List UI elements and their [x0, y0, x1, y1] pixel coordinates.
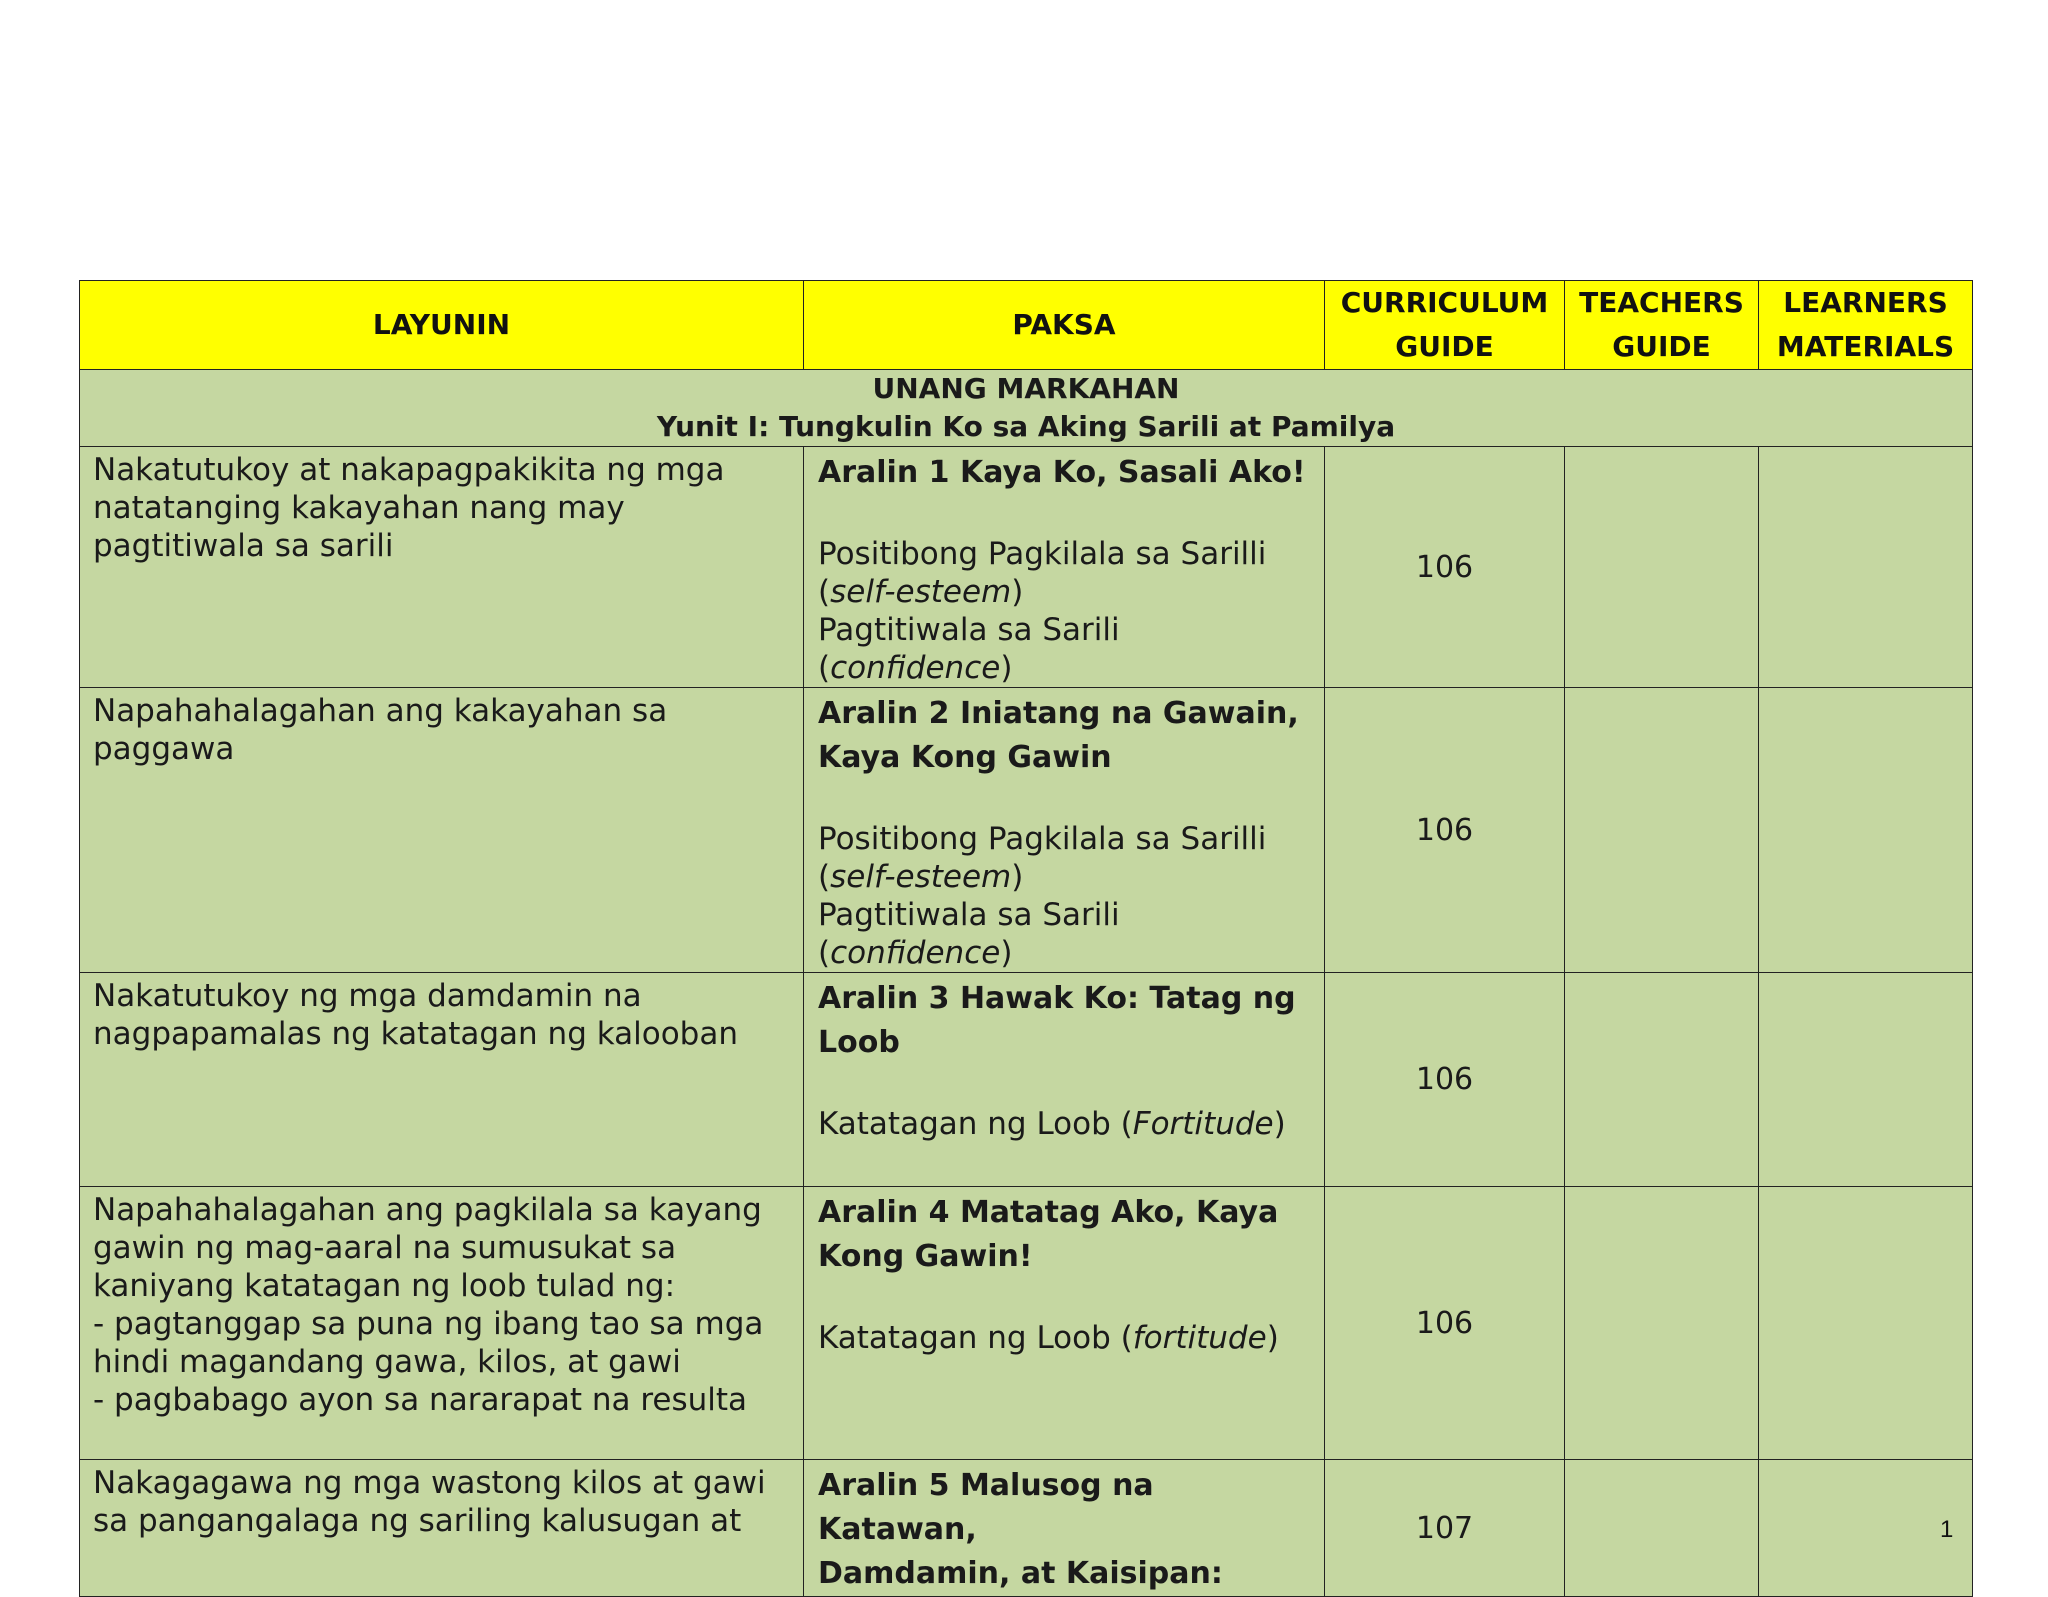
- lesson-title: Aralin 2 Iniatang na Gawain, Kaya Kong Gawin: [818, 696, 1299, 775]
- curriculum-guide-page: 107: [1325, 1460, 1565, 1597]
- curriculum-table: [79, 280, 1973, 1597]
- quarter-title: UNANG MARKAHAN: [872, 372, 1180, 405]
- header-curriculum-guide: CURRICULUM GUIDE: [1325, 281, 1565, 370]
- header-paksa: PAKSA: [804, 281, 1325, 370]
- header-teachers-guide: TEACHERS GUIDE: [1565, 281, 1759, 370]
- header-row: [80, 281, 1973, 370]
- header-learners-materials: LEARNERS MATERIALS: [1759, 281, 1973, 370]
- learners-materials-cell: [1759, 447, 1973, 688]
- objective-cell: Nakatutukoy at nakapagpakikita ng mga natatanging kakayahan nang may pagtitiwala sa sarili: [80, 447, 804, 688]
- table-row: [80, 1187, 1973, 1460]
- objective-cell: Napahahalagahan ang pagkilala sa kayang gawin ng mag-aaral na sumusukat sa kaniyang katatagan ng loob tulad ng: - pagtanggap sa puna ng ibang tao sa mga hindi magandang gawa, kilos, at gawi - pagbabago ayon sa nararapat na resulta: [80, 1187, 804, 1460]
- table-row: [80, 1460, 1973, 1597]
- lesson-title: Aralin 3 Hawak Ko: Tatag ng Loob: [818, 981, 1296, 1060]
- curriculum-guide-page: 106: [1325, 688, 1565, 973]
- learners-materials-cell: [1759, 688, 1973, 973]
- section-heading: [80, 370, 1973, 447]
- table-row: [80, 447, 1973, 688]
- objective-cell: Nakatutukoy ng mga damdamin na nagpapamalas ng katatagan ng kalooban: [80, 973, 804, 1187]
- topic-subtitle: Positibong Pagkilala sa Sarilli (self-esteem) Pagtitiwala sa Sarili (confidence): [818, 821, 1267, 971]
- curriculum-guide-page: 106: [1325, 447, 1565, 688]
- section-row: [80, 370, 1973, 447]
- topic-subtitle: Katatagan ng Loob (Fortitude): [818, 1106, 1286, 1142]
- topic-cell: [804, 1187, 1325, 1460]
- teachers-guide-cell: [1565, 1187, 1759, 1460]
- teachers-guide-cell: [1565, 447, 1759, 688]
- topic-cell: [804, 1460, 1325, 1597]
- lesson-title: Aralin 5 Malusog na Katawan, Damdamin, at Kaisipan:: [818, 1468, 1223, 1591]
- unit-title: Yunit I: Tungkulin Ko sa Aking Sarili at Pamilya: [656, 410, 1396, 443]
- learners-materials-cell: [1759, 1187, 1973, 1460]
- lesson-title: Aralin 1 Kaya Ko, Sasali Ako!: [818, 455, 1306, 490]
- topic-cell: [804, 973, 1325, 1187]
- table-row: [80, 688, 1973, 973]
- teachers-guide-cell: [1565, 973, 1759, 1187]
- topic-subtitle: Positibong Pagkilala sa Sarilli (self-esteem) Pagtitiwala sa Sarili (confidence): [818, 536, 1267, 686]
- topic-subtitle: Katatagan ng Loob (fortitude): [818, 1320, 1279, 1356]
- teachers-guide-cell: [1565, 1460, 1759, 1597]
- learners-materials-cell: [1759, 973, 1973, 1187]
- curriculum-guide-page: 106: [1325, 1187, 1565, 1460]
- header-layunin: LAYUNIN: [80, 281, 804, 370]
- objective-cell: Napahahalagahan ang kakayahan sa paggawa: [80, 688, 804, 973]
- curriculum-guide-page: 106: [1325, 973, 1565, 1187]
- page-number: 1: [1940, 1516, 1954, 1543]
- teachers-guide-cell: [1565, 688, 1759, 973]
- table-row: [80, 973, 1973, 1187]
- topic-cell: [804, 447, 1325, 688]
- objective-cell: Nakagagawa ng mga wastong kilos at gawi sa pangangalaga ng sariling kalusugan at: [80, 1460, 804, 1597]
- lesson-title: Aralin 4 Matatag Ako, Kaya Kong Gawin!: [818, 1195, 1279, 1274]
- topic-cell: [804, 688, 1325, 973]
